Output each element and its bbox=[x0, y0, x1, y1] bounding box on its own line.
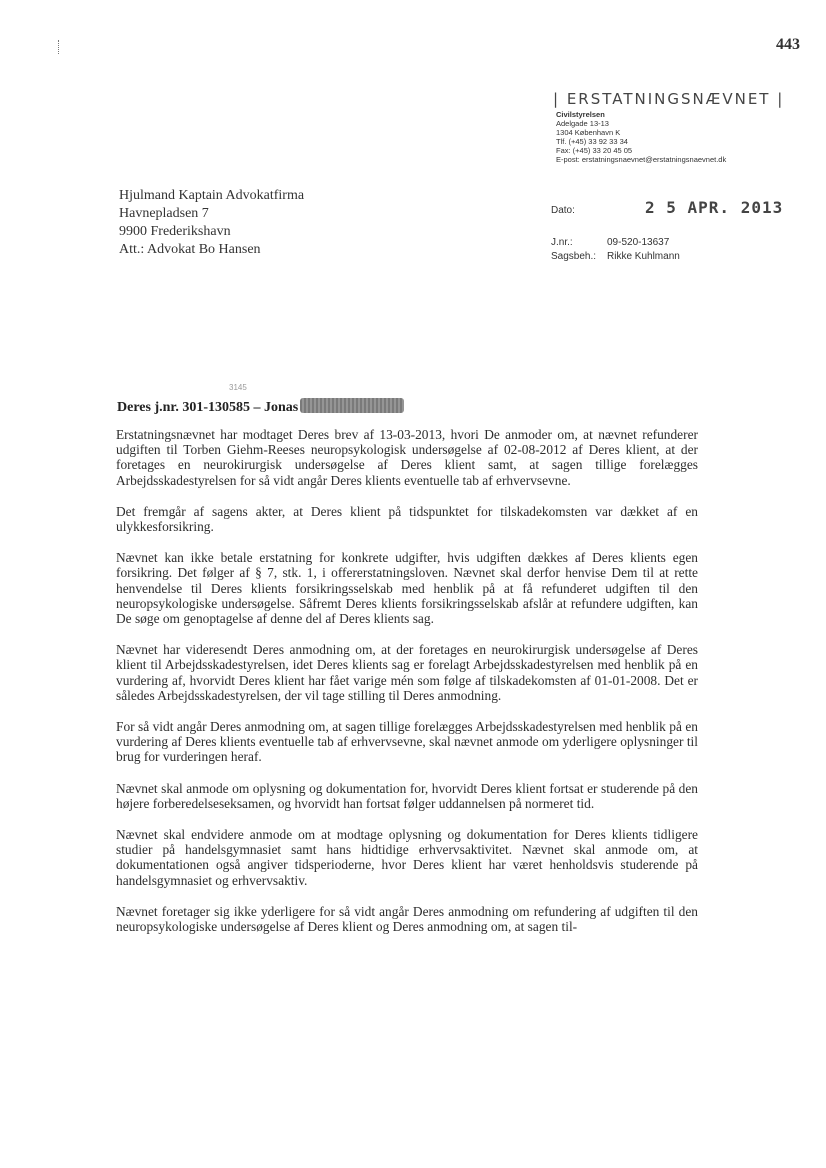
jnr-value: 09-520-13637 bbox=[607, 237, 670, 248]
paragraph: Nævnet skal anmode om oplysning og dokumentation for, hvorvidt Deres klient fortsat er studerende på den højere forberedelseseksamen, og hvorvidt han fortsat følger uddannelsen på normeret tid. bbox=[116, 780, 698, 811]
small-stamp: 3145 bbox=[229, 383, 247, 392]
recipient-line-2: Havnepladsen 7 bbox=[119, 206, 209, 221]
date-stamp: 2 5 APR. 2013 bbox=[645, 198, 784, 217]
handler-label: Sagsbeh.: bbox=[551, 251, 597, 262]
recipient-address bbox=[119, 187, 304, 259]
paragraph: Nævnet har videresendt Deres anmodning om, at der foretages en neurokirurgisk undersøgelse af Deres klient til Arbejdsskadestyrelsen, idet Deres klients sag er forelagt Arbejdsskadestyrelsen med henblik på en vurdering af, hvorvidt Deres klient har fået varige mén som følge af tilskadekomsten af 01-01-2008. Det er således Arbejdsskadestyrelsen, der vil tage stilling til Deres anmodning. bbox=[116, 642, 698, 703]
recipient-line-1: Hjulmand Kaptain Advokatfirma bbox=[119, 188, 305, 203]
paragraph: For så vidt angår Deres anmodning om, at sagen tillige forelægges Arbejdsskadestyrelsen med henblik på en vurdering af Deres klients eventuelle tab af erhvervsevne, skal nævnet anmode om yderligere oplysninger til brug for vurderingen heraf. bbox=[116, 719, 698, 765]
sender-email: E-post: erstatningsnaevnet@erstatningsnaevnet.dk bbox=[556, 155, 727, 164]
paragraph: Det fremgår af sagens akter, at Deres klient på tidspunktet for tilskadekomsten var dækket af en ulykkesforsikring. bbox=[116, 503, 698, 535]
letterhead-logo: | ERSTATNINGSNÆVNET | bbox=[553, 90, 785, 108]
date-label: Dato: bbox=[551, 205, 575, 216]
jnr-label: J.nr.: bbox=[551, 237, 573, 248]
sender-fax: Fax: (+45) 33 20 45 05 bbox=[556, 146, 633, 155]
sender-phone: Tlf. (+45) 33 92 33 34 bbox=[556, 137, 628, 146]
page-number: 443 bbox=[776, 36, 800, 53]
recipient-line-3: 9900 Frederikshavn bbox=[119, 224, 231, 239]
paragraph: Nævnet skal endvidere anmode om at modtage oplysning og dokumentation for Deres klients tidligere studier på handelsgymnasiet samt hans hidtidige erhvervsaktivitet. Nævnet skal anmode om, at dokumentationen også angiver tidsperioderne, hvor Deres klient har været henholdsvis studerende på handelsgymnasiet og erhvervsaktiv. bbox=[116, 827, 698, 888]
redaction-block bbox=[300, 398, 404, 413]
case-meta bbox=[551, 236, 680, 264]
paragraph: Erstatningsnævnet har modtaget Deres brev af 13-03-2013, hvori De anmoder om, at nævnet refunderer udgiften til Torben Giehm-Reeses neuropsykologisk undersøgelse af 02-08-2012 af Deres klient, at der foretages en neurokirurgisk undersøgelse af Deres klient samt, at sagen tillige forelægges Arbejdsskadestyrelsen for så vidt angår Deres klients eventuelle tab af erhvervsevne. bbox=[116, 427, 698, 488]
letter-body bbox=[116, 427, 698, 950]
subject-line bbox=[117, 398, 404, 416]
logo-text: ERSTATNINGSNÆVNET bbox=[566, 90, 771, 108]
sender-address-1: Adelgade 13-13 bbox=[556, 119, 609, 128]
margin-mark bbox=[58, 40, 61, 54]
sender-address-2: 1304 København K bbox=[556, 128, 621, 137]
sender-address-block bbox=[556, 110, 726, 164]
paragraph: Nævnet foretager sig ikke yderligere for så vidt angår Deres anmodning om refundering af udgiften til den neuropsykologiske undersøgelse af Deres klient og Deres anmodning om, at sagen til- bbox=[116, 903, 698, 935]
paragraph: Nævnet kan ikke betale erstatning for konkrete udgifter, hvis udgiften dækkes af Deres klients egen forsikring. Det følger af § 7, stk. 1, i offererstatningsloven. Nævnet skal derfor henvise Dem til at rette henvendelse til Deres klients forsikringsselskab med henblik på at få refunderet udgiften til den neuropsykologiske undersøgelse. Såfremt Deres klients forsikringsselskab afslår at refundere udgiften, kan De søge om genoptagelse af denne del af Deres klients sag. bbox=[116, 550, 698, 627]
handler-value: Rikke Kuhlmann bbox=[607, 251, 680, 262]
sender-org: Civilstyrelsen bbox=[556, 110, 605, 119]
recipient-line-4: Att.: Advokat Bo Hansen bbox=[119, 242, 261, 257]
subject-text: Deres j.nr. 301-130585 – Jonas bbox=[117, 400, 299, 415]
